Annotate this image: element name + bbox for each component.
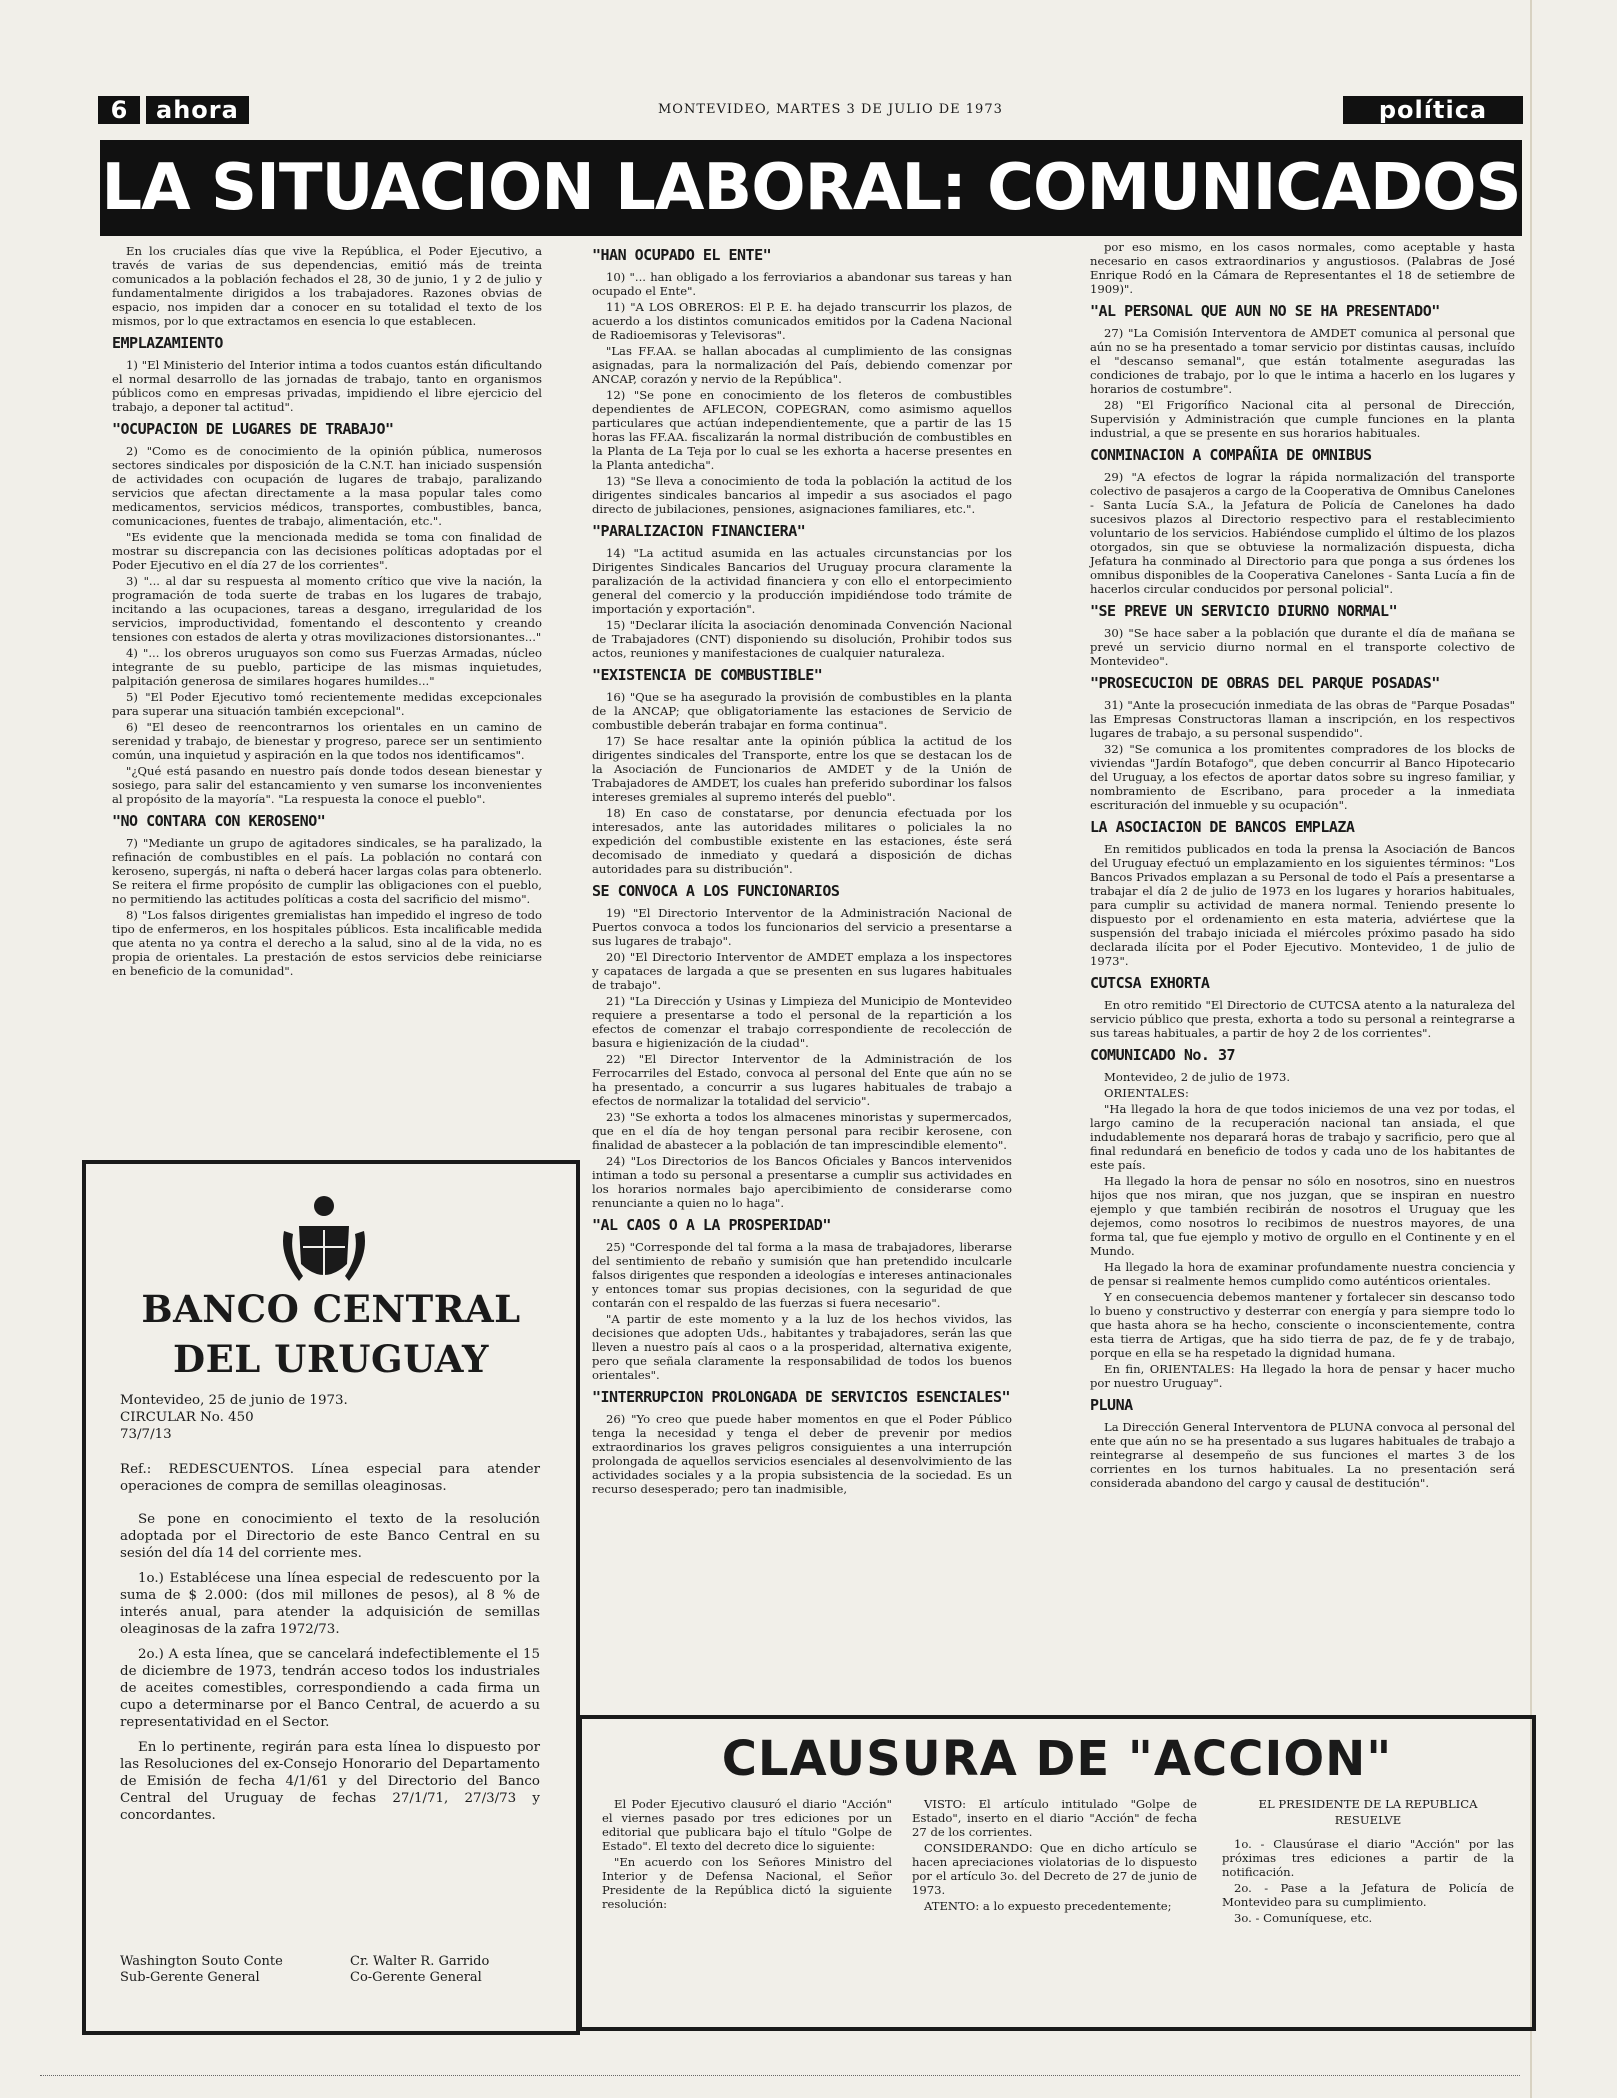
paragraph: 32) "Se comunica a los promitentes compradores de los blocks de viviendas "Jardín Botafogo", que deben concurrir al Banco Hipotecario del Uruguay, a los efectos de aportar datos sobre su ingreso familiar, y nombramiento de Escribano, para proceder a la inmediata escrituración del inmueble y su ocupación".: [1090, 742, 1515, 812]
paragraph: Montevideo, 2 de julio de 1973.: [1104, 1070, 1291, 1084]
paragraph: Ha llegado la hora de pensar no sólo en nosotros, sino en nuestros hijos que nos miran, que nos juzgan, que se inspiran en nuestro ejemplo y que también recibirán de nosotros el Uruguay que les dejemos, como nosotros lo recibimos de nuestros mayores, de una forma tal, que fue ejemplo y motivo de orgullo en el Continente y en el Mundo.: [1090, 1174, 1515, 1258]
paragraph: 26) "Yo creo que puede haber momentos en que el Poder Público tenga la necesidad y tenga el deber de prevenir por medios extraordinarios los graves peligros consiguientes a una interrupción prolongada de aquellos servicios esenciales al desenvolvimiento de las actividades sociales y a la propia subsistencia de la sociedad. Es un recurso desesperado; pero tan inadmisible,: [592, 1412, 1012, 1496]
paragraph: 25) "Corresponde del tal forma a la masa de trabajadores, liberarse del sentimiento de rebaño y sumisión que han pretendido inculcarle falsos dirigentes que responden a ideologías e intereses antinacionales y entonces tomar sus propias decisiones, con la seguridad de que contarán con el respaldo de las fuerzas si fuera necesario".: [592, 1240, 1012, 1310]
page-header: [98, 96, 1523, 124]
paragraph: 8) "Los falsos dirigentes gremialistas han impedido el ingreso de todo tipo de enfermeros, en los hospitales públicos. Esta incalificable medida que atenta no ya contra el derecho a la salud, sino al de la vida, no es propia de orientales. La prestación de estos servicios debe reiniciarse en beneficio de la comunidad".: [112, 908, 542, 978]
paragraph: 23) "Se exhorta a todos los almacenes minoristas y supermercados, que en el día de hoy tengan personal para recibir kerosene, con finalidad de abastecer a la población de tan imprescindible elemento".: [592, 1110, 1012, 1152]
paragraph: 3) "... al dar su respuesta al momento crítico que vive la nación, la programación de toda suerte de trabas en los lugares de trabajo, incitando a las ocupaciones, tareas a desgano, irregularidad de los servicios, improductividad, fomentando el descontento y creando tensiones con estados de alerta y otras movilizaciones distorsionantes...": [112, 574, 542, 644]
paragraph: En remitidos publicados en toda la prensa la Asociación de Bancos del Uruguay efectuó un emplazamiento en los siguientes términos: "Los Bancos Privados emplazan a su Personal de todo el País a presentarse a trabajar el día 2 de julio de 1973 en los lugares y horarios habituales, para cumplir su actividad de manera normal. Teniendo presente lo dispuesto por el ordenamiento en esta materia, adviértese que la suspensión del trabajo iniciada el miércoles próximo pasado ha sido declarada ilícita por el Poder Ejecutivo. Montevideo, 1 de julio de 1973".: [1090, 842, 1515, 968]
bank-name-line2: DEL URUGUAY: [173, 1337, 489, 1381]
subhead: "INTERRUPCION PROLONGADA DE SERVICIOS ESENCIALES": [592, 1388, 1011, 1406]
paragraph: 1) "El Ministerio del Interior intima a todos cuantos están dificultando el normal desarrollo de las jornadas de trabajo, tanto en organismos públicos como en empresas privadas, impidiendo el libre ejercicio del trabajo, a deponer tal actitud".: [112, 358, 542, 414]
newspaper-logo: ahora: [146, 96, 249, 124]
clausura-column-2: [912, 1797, 1197, 1915]
subhead: "AL PERSONAL QUE AUN NO SE HA PRESENTADO": [1090, 302, 1440, 320]
paragraph: 6) "El deseo de reencontrarnos los orientales en un camino de serenidad y trabajo, de bienestar y progreso, parece ser un sentimiento común, una inquietud y aspiración en la que todos nos identificamos".: [112, 720, 542, 762]
paragraph: 24) "Los Directorios de los Bancos Oficiales y Bancos intervenidos intiman a todo su personal a presentarse a cumplir sus actividades en los horarios normales bajo apercibimiento de considerarse como renunciante a quien no lo haga".: [592, 1154, 1012, 1210]
paragraph: ORIENTALES:: [1104, 1086, 1189, 1100]
signature-name: Washington Souto Conte: [120, 1954, 283, 1969]
clausura-column-3: [1222, 1797, 1514, 1927]
paragraph: 18) En caso de constatarse, por denuncia efectuada por los interesados, ante las autoridades militares o policiales la no expedición del combustible existente en las estaciones, éste será decomisado de inmediato y quedará a disposición de dichas autoridades para su distribución".: [592, 806, 1012, 876]
main-headline: LA SITUACION LABORAL: COMUNICADOS: [100, 140, 1522, 236]
paragraph: 21) "La Dirección y Usinas y Limpieza del Municipio de Montevideo requiere a presentarse a todo el personal de la repartición a los efectos de comenzar el trabajo correspondiente de recolección de basura e higienización de la ciudad".: [592, 994, 1012, 1050]
paragraph: 14) "La actitud asumida en las actuales circunstancias por los Dirigentes Sindicales Bancarios del Uruguay procura claramente la paralización de la actividad financiera y con ello el entorpecimiento general del comercio y la producción impidiéndose todo trámite de importación y exportación".: [592, 546, 1012, 616]
subhead: "PARALIZACION FINANCIERA": [592, 522, 806, 540]
paragraph: 2) "Como es de conocimiento de la opinión pública, numerosos sectores sindicales por disposición de la C.N.T. han iniciado suspensión de actividades con ocupación de lugares de trabajo, paralizando servicios que afectan directamente a la masa popular tales como medicamentos, servicios médicos, transportes, combustibles, banca, comunicaciones, fuentes de trabajo, alimentación, etc.".: [112, 444, 542, 528]
paragraph: 15) "Declarar ilícita la asociación denominada Convención Nacional de Trabajadores (CNT) disponiendo su disolución, Prohibir todos sus actos, reuniones y manifestaciones de cualquier naturaleza.: [592, 618, 1012, 660]
subhead: "AL CAOS O A LA PROSPERIDAD": [592, 1216, 831, 1234]
bank-signatures: [120, 1954, 540, 1986]
bank-paragraph: 1o.) Establécese una línea especial de redescuento por la suma de $ 2.000: (dos mil millones de pesos), al 8 % de interés anual, para atender la adquisición de semillas oleaginosas de la zafra 1972/73.: [120, 1571, 540, 1637]
bank-body: [120, 1392, 540, 1832]
intro-paragraph: En los cruciales días que vive la República, el Poder Ejecutivo, a través de varias de sus dependencias, emitió más de treinta comunicados a la población fechados el 28, 30 de junio, 1 y 2 de julio y fundamentalmente dirigidos a los trabajadores. Razones obvias de espacio, nos impiden dar a conocer en su totalidad el texto de los mismos, por lo que extractamos en esencia lo que establecen.: [112, 244, 542, 328]
paragraph: 29) "A efectos de lograr la rápida normalización del transporte colectivo de pasajeros a cargo de la Cooperativa de Omnibus Canelones - Santa Lucía S.A., la Jefatura de Policía de Canelones ha dado sucesivos plazos al Directorio respectivo para el restablecimiento voluntario de los servicios. Habiéndose cumplido el último de los plazos otorgados, sin que se obtuviese la normalización dispuesta, dicha Jefatura ha conminado al Directorio para que ponga a sus órdenes los omnibus disponibles de la Cooperativa Canelones - Santa Lucía a fin de hacerlos circular conducidos por personal policial".: [1090, 470, 1515, 596]
section-label: política: [1343, 96, 1523, 124]
article-column-1: [112, 244, 542, 980]
paragraph: En fin, ORIENTALES: Ha llegado la hora de pensar y hacer mucho por nuestro Uruguay".: [1090, 1362, 1515, 1390]
paragraph: 10) "... han obligado a los ferroviarios a abandonar sus tareas y han ocupado el Ente".: [592, 270, 1012, 298]
paragraph: 11) "A LOS OBREROS: El P. E. ha dejado transcurrir los plazos, de acuerdo a los distintos comunicados emitidos por la Cadena Nacional de Radioemisoras y Televisoras".: [592, 300, 1012, 342]
subhead: SE CONVOCA A LOS FUNCIONARIOS: [592, 882, 840, 900]
dateline: MONTEVIDEO, MARTES 3 DE JULIO DE 1973: [658, 102, 1003, 117]
signature-block-2: [350, 1954, 489, 1986]
article-column-3: [1090, 240, 1515, 1492]
bottom-rule: [40, 2075, 1520, 2076]
subhead: "PROSECUCION DE OBRAS DEL PARQUE POSADAS": [1090, 674, 1440, 692]
paragraph: 28) "El Frigorífico Nacional cita al personal de Dirección, Supervisión y Administración que cumple funciones en la planta industrial, a que se presente en sus horarios habituales.: [1090, 398, 1515, 440]
paragraph: 17) Se hace resaltar ante la opinión pública la actitud de los dirigentes sindicales del Transporte, entre los que se destacan los de la Asociación de Funcionarios de AMDET y de la Unión de Trabajadores de AMDET, los cuales han preferido subordinar los falsos intereses gremiales al supremo interés del pueblo".: [592, 734, 1012, 804]
paragraph: Y en consecuencia debemos mantener y fortalecer sin descanso todo lo bueno y constructivo y desterrar con energía y para siempre todo lo que hasta ahora se ha hecho, consciente o inconscientemente, contra esta tierra de Artigas, que ha sido tierra de paz, de fe y de trabajo, porque en ella se ha respetado la dignidad humana.: [1090, 1290, 1515, 1360]
coat-of-arms-icon: [269, 1186, 379, 1296]
bank-paragraph: En lo pertinente, regirán para esta línea lo dispuesto por las Resoluciones del ex-Consejo Honorario del Departamento de Emisión de fecha 4/1/61 y del Directorio del Banco Central del Uruguay de fechas 27/1/71, 27/3/73 y concordantes.: [120, 1740, 540, 1823]
paragraph: CONSIDERANDO: Que en dicho artículo se hacen apreciaciones violatorias de lo dispuesto por el artículo 3o. del Decreto de 27 de junio de 1973.: [912, 1841, 1197, 1897]
bank-circular: CIRCULAR No. 450: [120, 1410, 254, 1425]
clausura-column-1: [602, 1797, 892, 1913]
banco-central-notice: [82, 1160, 580, 2035]
paragraph: 1o. - Clausúrase el diario "Acción" por las próximas tres ediciones a partir de la notificación.: [1222, 1837, 1514, 1879]
paragraph: 13) "Se lleva a conocimiento de toda la población la actitud de los dirigentes sindicales bancarios al impedir a sus asociados el pago directo de jubilaciones, pensiones, asignaciones familiares, etc.".: [592, 474, 1012, 516]
subhead: "NO CONTARA CON KEROSENO": [112, 812, 326, 830]
paragraph: "Las FF.AA. se hallan abocadas al cumplimiento de las consignas asignadas, para la normalización del País, debiendo comenzar por ANCAP, corazón y nervio de la República".: [592, 344, 1012, 386]
subhead: CUTCSA EXHORTA: [1090, 974, 1210, 992]
subhead: "EXISTENCIA DE COMBUSTIBLE": [592, 666, 823, 684]
signature-title: Sub-Gerente General: [120, 1970, 260, 1985]
paragraph: 20) "El Directorio Interventor de AMDET emplaza a los inspectores y capataces de largada a que se presenten en sus lugares habituales de trabajo".: [592, 950, 1012, 992]
paragraph: 31) "Ante la prosecución inmediata de las obras de "Parque Posadas" las Empresas Constructoras llaman a inscripción, en los respectivos lugares de trabajo, a su personal suspendido".: [1090, 698, 1515, 740]
paragraph: VISTO: El artículo intitulado "Golpe de Estado", inserto en el diario "Acción" de fecha 27 de los corrientes.: [912, 1797, 1197, 1839]
bank-reference: Ref.: REDESCUENTOS. Línea especial para atender operaciones de compra de semillas oleaginosas.: [120, 1462, 540, 1494]
paragraph: 3o. - Comuníquese, etc.: [1234, 1911, 1373, 1925]
paragraph: 5) "El Poder Ejecutivo tomó recientemente medidas excepcionales para superar una situación también excepcional".: [112, 690, 542, 718]
paragraph: "En acuerdo con los Señores Ministro del Interior y de Defensa Nacional, el Señor Presidente de la República dictó la siguiente resolución:: [602, 1855, 892, 1911]
page-number: 6: [98, 96, 140, 124]
clausura-title: CLAUSURA DE "ACCION": [721, 1731, 1393, 1787]
subhead: EMPLAZAMIENTO: [112, 334, 223, 352]
paragraph: 30) "Se hace saber a la población que durante el día de mañana se prevé un servicio diurno normal en el transporte colectivo de Montevideo".: [1090, 626, 1515, 668]
bank-paragraph: 2o.) A esta línea, que se cancelará indefectiblemente el 15 de diciembre de 1973, tendrán acceso todos los industriales de aceites comestibles, correspondiendo a cada firma un cupo a determinarse por el Banco Central, de acuerdo a su representatividad en el Sector.: [120, 1647, 540, 1730]
subhead: PLUNA: [1090, 1396, 1133, 1414]
paragraph: 16) "Que se ha asegurado la provisión de combustibles en la planta de la ANCAP; que obligatoriamente las estaciones de Servicio de combustible deberán trabajar en forma continua".: [592, 690, 1012, 732]
paragraph: El Poder Ejecutivo clausuró el diario "Acción" el viernes pasado por tres ediciones por un editorial que publicara bajo el título "Golpe de Estado". El texto del decreto dice lo siguiente:: [602, 1797, 892, 1853]
bank-name-line1: BANCO CENTRAL: [141, 1287, 521, 1331]
paragraph: "Es evidente que la mencionada medida se toma con finalidad de mostrar su discrepancia con las decisiones políticas adoptadas por el Poder Ejecutivo en el día 27 de los corrientes".: [112, 530, 542, 572]
article-column-2: [592, 240, 1012, 1498]
paragraph: En otro remitido "El Directorio de CUTCSA atento a la naturaleza del servicio público que presta, exhorta a todo su personal a reintegrarse a sus tareas habituales, a partir de hoy 2 de los corrientes".: [1090, 998, 1515, 1040]
paragraph: 7) "Mediante un grupo de agitadores sindicales, se ha paralizado, la refinación de combustibles en el país. La población no contará con keroseno, supergás, ni nafta o deberá hacer largas colas para obtenerlo. Se reitera el firme propósito de cumplir las obligaciones con el pueblo, no permitiendo las actitudes políticas a costa del sacrificio del mismo".: [112, 836, 542, 906]
paragraph: 27) "La Comisión Interventora de AMDET comunica al personal que aún no se ha presentado a tomar servicio por distintas causas, incluído el "descanso semanal", que están totalmente aseguradas las condiciones de trabajo, por lo que le intima a hacerlo en los lugares y horarios de costumbre".: [1090, 326, 1515, 396]
subhead: LA ASOCIACION DE BANCOS EMPLAZA: [1090, 818, 1355, 836]
bank-paragraph: Se pone en conocimiento el texto de la resolución adoptada por el Directorio de este Banco Central en su sesión del día 14 del corriente mes.: [120, 1512, 540, 1561]
paragraph: "¿Qué está pasando en nuestro país donde todos desean bienestar y sosiego, para salir del estancamiento y ven sumarse los inconvenientes al propósito de la mayoría". "La respuesta la conoce el pueblo".: [112, 764, 542, 806]
paragraph: La Dirección General Interventora de PLUNA convoca al personal del ente que aún no se ha presentado a sus lugares habituales de trabajo a reintegrarse al desempeño de sus funciones el martes 3 de los corrientes en los turnos habituales. La no presentación será considerada abandono del cargo y causal de destitución".: [1090, 1420, 1515, 1490]
subhead: "OCUPACION DE LUGARES DE TRABAJO": [112, 420, 394, 438]
paragraph: por eso mismo, en los casos normales, como aceptable y hasta necesario en casos extraordinarios y angustiosos. (Palabras de José Enrique Rodó en la Cámara de Representantes el 18 de setiembre de 1909)".: [1090, 240, 1515, 296]
resolution-heading: RESUELVE: [1334, 1813, 1402, 1827]
paragraph: 4) "... los obreros uruguayos son como sus Fuerzas Armadas, núcleo integrante de su pueblo, participe de las mismas inquietudes, palpitación generosa de similares hogares humildes...": [112, 646, 542, 688]
clausura-box: [578, 1715, 1536, 2031]
paragraph: 19) "El Directorio Interventor de la Administración Nacional de Puertos convoca a todos los funcionarios del servicio a presentarse a sus lugares de trabajo".: [592, 906, 1012, 948]
bank-ref-number: 73/7/13: [120, 1427, 172, 1442]
subhead: "SE PREVE UN SERVICIO DIURNO NORMAL": [1090, 602, 1398, 620]
resolution-heading: EL PRESIDENTE DE LA REPUBLICA: [1258, 1797, 1478, 1811]
subhead: CONMINACION A COMPAÑIA DE OMNIBUS: [1090, 446, 1372, 464]
signature-name: Cr. Walter R. Garrido: [350, 1954, 490, 1969]
bank-name: [86, 1284, 576, 1384]
paragraph: 12) "Se pone en conocimiento de los fleteros de combustibles dependientes de AFLECON, COPEGRAN, como asimismo aquellos particulares que actúan independientemente, que a partir de las 15 horas las FF.AA. fiscalizarán la normal distribución de combustibles en la Planta de La Teja por lo cual se les exhorta a hacerse presentes en la Planta antedicha".: [592, 388, 1012, 472]
paragraph: 22) "El Director Interventor de la Administración de los Ferrocarriles del Estado, convoca al personal del Ente que aún no se ha presentado, a concurrir a sus lugares habituales de trabajo a efectos de normalizar la totalidad del servicio".: [592, 1052, 1012, 1108]
subhead: "HAN OCUPADO EL ENTE": [592, 246, 772, 264]
paragraph: ATENTO: a lo expuesto precedentemente;: [924, 1899, 1172, 1913]
subhead: COMUNICADO No. 37: [1090, 1046, 1236, 1064]
bank-place-date: Montevideo, 25 de junio de 1973.: [120, 1393, 348, 1408]
paragraph: 2o. - Pase a la Jefatura de Policía de Montevideo para su cumplimiento.: [1222, 1881, 1514, 1909]
paragraph: "Ha llegado la hora de que todos iniciemos de una vez por todas, el largo camino de la recuperación nacional tan ansiada, el que indudablemente nos deparará horas de trabajo y sacrificio, pero que al final redundará en beneficio de todos y cada uno de los habitantes de este país.: [1090, 1102, 1515, 1172]
signature-title: Co-Gerente General: [350, 1970, 482, 1985]
paragraph: "A partir de este momento y a la luz de los hechos vividos, las decisiones que adopten Uds., habitantes y trabajadores, serán las que lleven a nuestro país al caos o a la prosperidad, alternativa exigente, pero que señala claramente la responsabilidad de todos los buenos orientales".: [592, 1312, 1012, 1382]
paragraph: Ha llegado la hora de examinar profundamente nuestra conciencia y de pensar si realmente hemos cumplido como auténticos orientales.: [1090, 1260, 1515, 1288]
